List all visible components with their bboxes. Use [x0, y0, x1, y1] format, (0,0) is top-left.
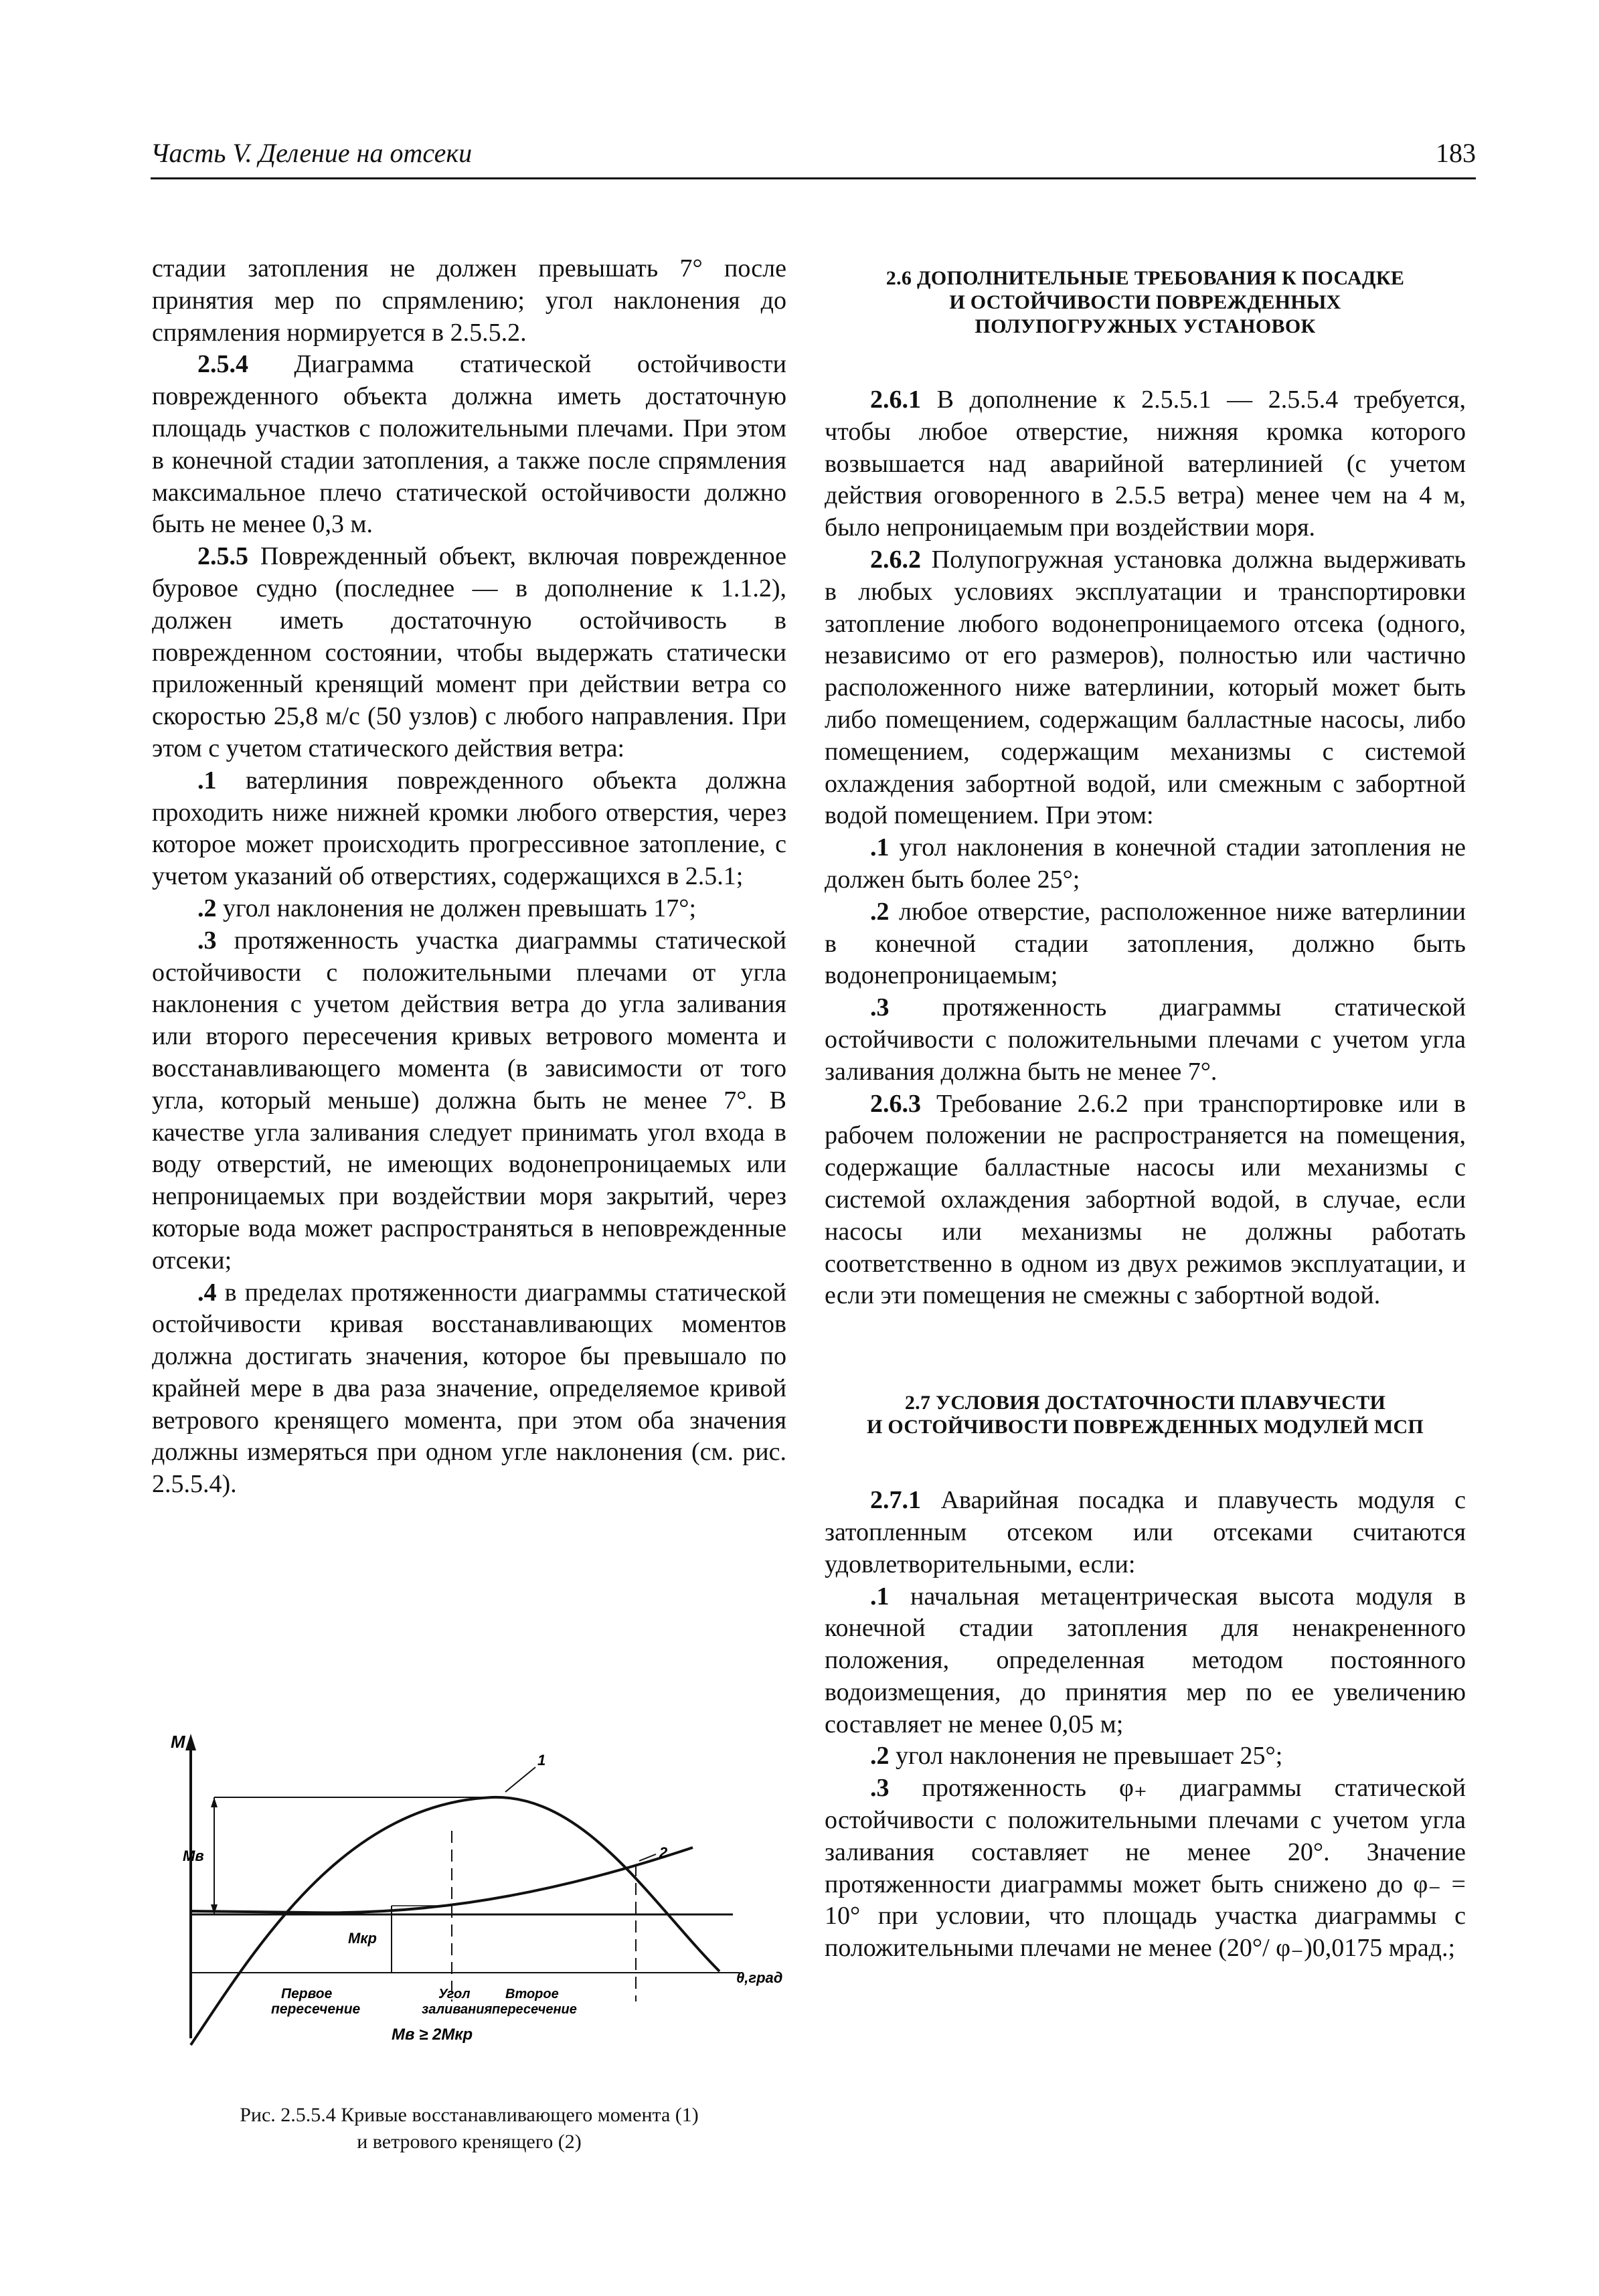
list-item-1: [152, 765, 786, 893]
figure-caption: [152, 2102, 786, 2155]
item-number: .1: [870, 1582, 890, 1611]
item-number: .2: [870, 897, 890, 926]
item-text: в пределах протяженности диаграммы статической остойчивости кривая восстанавливающих моментов должна достигать значения, которое бы превышало по крайней мере в два раза значение, определяемое кривой ветрового кренящего момента, при этом оба значения должны измеряться при одном угле наклонения (см. рис. 2.5.5.4).: [152, 1278, 786, 1499]
list-item-1: [825, 1581, 1466, 1741]
paragraph-2-5-4: [152, 349, 786, 541]
condition-label: Mв ≥ 2Mкр: [392, 2026, 473, 2044]
section-number: 2.5.5: [197, 542, 248, 571]
y-axis-label: M: [171, 1732, 185, 1752]
item-text: ватерлиния поврежденного объекта должна проходить ниже нижней кромки любого отверстия, через которое может происходить прогрессивное затопление, с учетом указаний об отверстиях, содержащихся в 2.5.1;: [152, 766, 786, 891]
section-heading-2-6-line-1: 2.6 ДОПОЛНИТЕЛЬНЫЕ ТРЕБОВАНИЯ К ПОСАДКЕ: [886, 267, 1405, 289]
list-item-2: [825, 896, 1466, 992]
second-cross-label-2: пересечение: [492, 2002, 577, 2017]
caption-line-2: и ветрового кренящего (2): [357, 2131, 582, 2153]
list-item-1: [825, 832, 1466, 896]
section-number: 2.6.3: [870, 1089, 921, 1118]
mv-label: Mв: [183, 1848, 204, 1864]
list-item-4: [152, 1277, 786, 1501]
section-number: 2.6.1: [870, 386, 921, 414]
caption-line-1: Рис. 2.5.5.4 Кривые восстанавливающего момента (1): [240, 2104, 699, 2126]
paragraph-text: Требование 2.6.2 при транспортировке или в рабочем положении не распространяется на помещения, содержащие балластные насосы или механизмы с системой охлаждения забортной водой, в случае, если насосы или механизмы не должны работать соответственно в одном из двух режимов эксплуатации, и если эти помещения не смежны с забортной водой.: [825, 1089, 1466, 1310]
item-number: .3: [870, 993, 890, 1022]
paragraph: стадии затопления не должен превышать 7° после принятия мер по спрямлению; угол наклонения до спрямления нормируется в 2.5.5.2.: [152, 254, 786, 347]
running-header: [151, 137, 1476, 179]
section-heading-2-7-line-2: И ОСТОЙЧИВОСТИ ПОВРЕЖДЕННЫХ МОДУЛЕЙ МСП: [866, 1416, 1424, 1439]
header-title: Часть V. Деление на отсеки: [151, 138, 473, 168]
left-column: [152, 253, 786, 1501]
first-cross-label-2: пересечение: [271, 2001, 361, 2017]
paragraph-2-5-5: [152, 541, 786, 765]
item-number: .2: [197, 894, 217, 922]
list-item-3: [152, 925, 786, 1277]
item-text: угол наклонения в конечной стадии затопления не должен быть более 25°;: [825, 833, 1466, 894]
item-text: угол наклонения не превышает 25°;: [889, 1742, 1283, 1771]
paragraph-text: Поврежденный объект, включая поврежденное буровое судно (последнее — в дополнение к 1.1.2), должен иметь достаточную остойчивость в поврежденном состоянии, чтобы выдержать статически приложенный кренящий момент при действии ветра со скоростью 25,8 м/с (50 узлов) с любого направления. При этом с учетом статического действия ветра:: [152, 542, 786, 762]
wind-heeling-curve: [191, 1848, 693, 1912]
section-heading-2-7-line-1: 2.7 УСЛОВИЯ ДОСТАТОЧНОСТИ ПЛАВУЧЕСТИ: [904, 1392, 1386, 1414]
x-axis-label: θ,град: [736, 1969, 783, 1986]
section-heading-2-6-line-3: ПОЛУПОГРУЖНЫХ УСТАНОВОК: [975, 315, 1316, 337]
item-number: .1: [197, 766, 217, 795]
paragraph-2-7-1: [825, 1485, 1466, 1580]
section-number: 2.6.2: [870, 545, 921, 574]
second-cross-label-1: Второе: [505, 1987, 559, 2001]
flood-angle-label-1: Угол: [438, 1987, 471, 2001]
item-text: начальная метацентрическая высота модуля в конечной стадии затопления для ненакрененного положения, определенная методом постоянного водоизмещения, до принятия мер по ее увеличению составляет не менее 0,05 м;: [825, 1582, 1466, 1738]
first-cross-label-1: Первое: [281, 1986, 333, 2001]
mkr-label: Mкр: [348, 1930, 377, 1947]
stability-diagram-svg: [171, 1730, 786, 2085]
list-item-3: [825, 992, 1466, 1088]
item-number: .1: [870, 833, 890, 862]
list-item-2: [825, 1740, 1466, 1773]
curve-1-label: 1: [537, 1752, 546, 1769]
curve-2-label: 2: [659, 1844, 668, 1861]
item-text: протяженность диаграммы статической остойчивости с положительными плечами с учетом угла заливания должна быть не менее 7°.: [825, 993, 1466, 1086]
section-heading-2-6-line-2: И ОСТОЙЧИВОСТИ ПОВРЕЖДЕННЫХ: [949, 291, 1341, 313]
page-number: 183: [1436, 138, 1476, 168]
stability-diagram: [171, 1730, 786, 2085]
y-axis-arrow: [185, 1734, 196, 1750]
section-number: 2.5.4: [197, 350, 248, 379]
item-number: .4: [197, 1278, 217, 1307]
section-number: 2.7.1: [870, 1486, 921, 1515]
list-item-3: [825, 1773, 1466, 1965]
item-text: протяженность участка диаграммы статической остойчивости с положительными плечами от угла наклонения с учетом действия ветра до угла заливания или второго пересечения кривых ветрового момента и восстанавливающего момента (в зависимости от того угла, который меньше) должна быть не менее 7°. В качестве угла заливания следует принимать угол входа в воду отверстий, не имеющих водонепроницаемых или непроницаемых при воздействии моря закрытий, через которые вода может распространяться в неповрежденные отсеки;: [152, 926, 786, 1275]
item-number: .3: [197, 926, 217, 955]
paragraph-text: Полупогружная установка должна выдерживать в любых условиях эксплуатации и транспортировки затопление любого водонепроницаемого отсека (одного, независимо от его размеров), полностью или частично расположенного ниже ватерлинии, который может быть либо помещением, содержащим балластные насосы, либо помещением, содержащим механизмы с системой охлаждения забортной водой, или смежным с забортной водой помещением. При этом:: [825, 545, 1466, 830]
item-text: протяженность φ₊ диаграммы статической остойчивости с положительными плечами с учетом угла заливания составляет не менее 20°. Значение протяженности диаграммы может быть снижено до φ₋ = 10° при условии, что площадь участка диаграммы с положительными плечами не менее (20°/ φ₋)0,0175 мрад.;: [825, 1774, 1466, 1963]
item-number: .3: [870, 1774, 890, 1803]
paragraph-2-6-3: [825, 1088, 1466, 1313]
paragraph-text: В дополнение к 2.5.5.1 — 2.5.5.4 требуется, чтобы любое отверстие, нижняя кромка которого возвышается над аварийной ватерлинией (с учетом действия оговоренного в 2.5.5 ветра) менее чем на 4 м, было непроницаемым при воздействии моря.: [825, 386, 1466, 542]
paragraph-2-6-2: [825, 544, 1466, 832]
item-text: любое отверстие, расположенное ниже ватерлинии в конечной стадии затопления, должно быть водонепроницаемым;: [825, 897, 1466, 990]
flood-angle-label-2: заливания: [422, 2002, 493, 2017]
paragraph-2-6-1: [825, 384, 1466, 544]
paragraph-text: Аварийная посадка и плавучесть модуля с затопленным отсеком или отсеками считаются удовлетворительными, если:: [825, 1486, 1466, 1578]
item-number: .2: [870, 1742, 890, 1771]
right-column: [825, 253, 1466, 1965]
list-item-2: [152, 893, 786, 925]
paragraph-text: Диаграмма статической остойчивости поврежденного объекта должна иметь достаточную площадь участков с положительными плечами. При этом в конечной стадии затопления, а также после спрямления максимальное плечо статической остойчивости должно быть не менее 0,3 м.: [152, 350, 786, 539]
item-text: угол наклонения не должен превышать 17°;: [216, 894, 697, 922]
